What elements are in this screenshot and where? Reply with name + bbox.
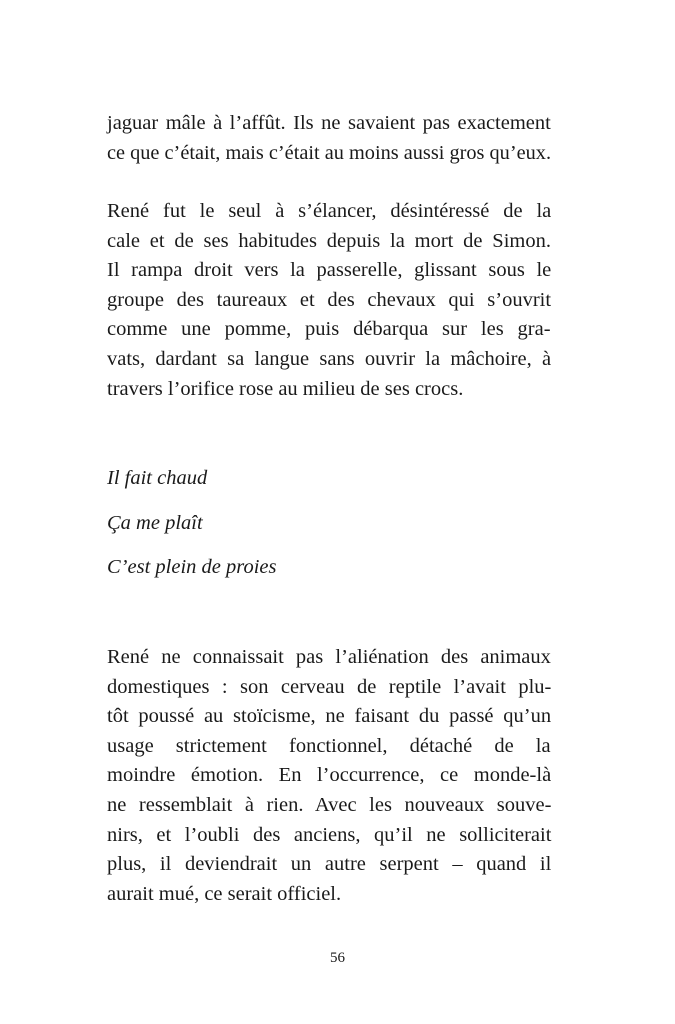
paragraph-line: aurait mué, ce serait officiel. xyxy=(107,882,342,905)
paragraph-line: ce que c’était, mais c’était au moins aussi gros qu’eux. xyxy=(107,141,552,164)
poem-line-3: C’est plein de proies xyxy=(107,556,277,578)
paragraph-line: vats, dardant sa langue sans ouvrir la mâchoire, à xyxy=(107,347,552,370)
paragraph-line: jaguar mâle à l’affût. Ils ne savaient pas exactement xyxy=(107,112,551,134)
paragraph-2 xyxy=(107,197,551,404)
poem-line-1: Il fait chaud xyxy=(107,467,208,489)
paragraph-line: Il rampa droit vers la passerelle, glissant sous le xyxy=(107,259,552,282)
paragraph-line: usage strictement fonctionnel, détaché de la xyxy=(107,734,551,757)
paragraph-3 xyxy=(107,643,551,909)
poem-line-2: Ça me plaît xyxy=(107,512,203,534)
paragraph-line: René fut le seul à s’élancer, désintéressé de la xyxy=(107,200,552,222)
paragraph-line: groupe des taureaux et des chevaux qui s’ouvrit xyxy=(107,288,552,311)
paragraph-1 xyxy=(107,109,551,168)
page-number: 56 xyxy=(330,950,345,966)
paragraph-line: plus, il deviendrait un autre serpent – quand il xyxy=(107,853,552,876)
paragraph-line: comme une pomme, puis débarqua sur les gra- xyxy=(107,318,551,341)
paragraph-line: nirs, et l’oubli des anciens, qu’il ne solliciterait xyxy=(107,823,552,846)
paragraph-line: René ne connaissait pas l’aliénation des animaux xyxy=(107,646,551,668)
paragraph-line: travers l’orifice rose au milieu de ses crocs. xyxy=(107,377,464,400)
paragraph-line: domestiques : son cerveau de reptile l’avait plu- xyxy=(107,675,552,698)
paragraph-line: tôt poussé au stoïcisme, ne faisant du passé qu’un xyxy=(107,705,552,728)
paragraph-line: ne ressemblait à rien. Avec les nouveaux souve- xyxy=(107,793,552,816)
paragraph-line: moindre émotion. En l’occurrence, ce monde-là xyxy=(107,764,552,787)
paragraph-line: cale et de ses habitudes depuis la mort de Simon. xyxy=(107,229,551,252)
